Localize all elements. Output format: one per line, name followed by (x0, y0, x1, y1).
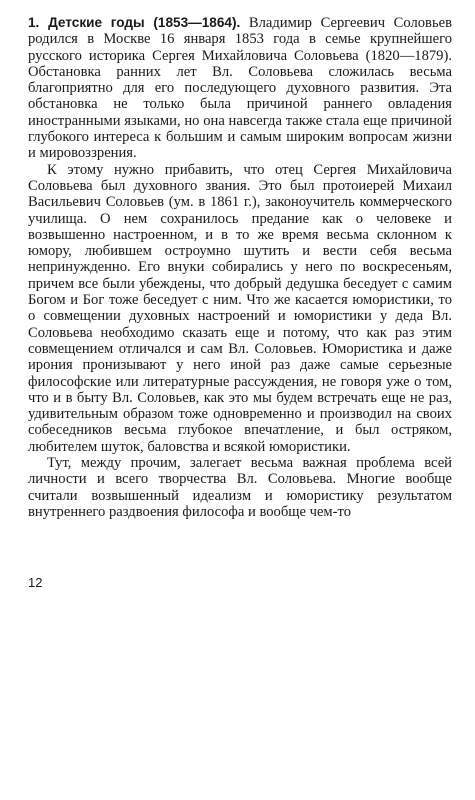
paragraph-3: Тут, между прочим, залегает весьма важная проблема всей личности и всего творчества Вл. Соловьева. Многие вообще считали возвышенный идеализм и юмористику результатом внутреннего раздвоения философа и вообще чем-то (28, 455, 452, 520)
page-body (28, 15, 452, 520)
paragraph-1-text: Владимир Сергеевич Соловьев родился в Москве 16 января 1853 года в семье крупнейшего русского историка Сергея Михайловича Соловьева (1820—1879). Обстановка ранних лет Вл. Соловьева сложилась весьма благоприятно для его последующего духовного развития. Эта обстановка не только была причиной раннего овладения иностранными языками, но она навсегда также стала еще причиной глубокого интереса к большим и самым широким вопросам жизни и мировоззрения. (28, 15, 452, 162)
section-heading: 1. Детские годы (1853—1864). (28, 15, 241, 30)
page-number: 12 (28, 575, 43, 590)
paragraph-2: К этому нужно прибавить, что отец Сергея Михайловича Соловьева был духовного звания. Это был протоиерей Михаил Васильевич Соловьев (ум. в 1861 г.), законоучитель коммерческого училища. О нем сохранилось предание как о человеке и возвышенно настроенном, и в то же время весьма склонном к юмору, любившем остроумно шутить и вести себя весьма непринужденно. Его внуки собирались у него по воскресеньям, причем все были убеждены, что добрый дедушка беседует с самим Богом и Бог тоже беседует с ним. Что же касается юмористики, то о совмещении духовных настроений и юмористики у деда Вл. Соловьева необходимо сказать еще и потому, что как раз этим совмещением отличался и сам Вл. Соловьев. Юмористика и даже ирония пронизывают у него иной раз даже самые серьезные философские или литературные рассуждения, не говоря уже о том, что и в быту Вл. Соловьев, как это мы будем встречать еще не раз, удивительным образом тоже одновременно и производил на своих собеседников весьма глубокое впечатление, и был остряком, любителем шуток, баловства и всякой юмористики. (28, 161, 452, 455)
paragraph-1 (28, 15, 452, 162)
